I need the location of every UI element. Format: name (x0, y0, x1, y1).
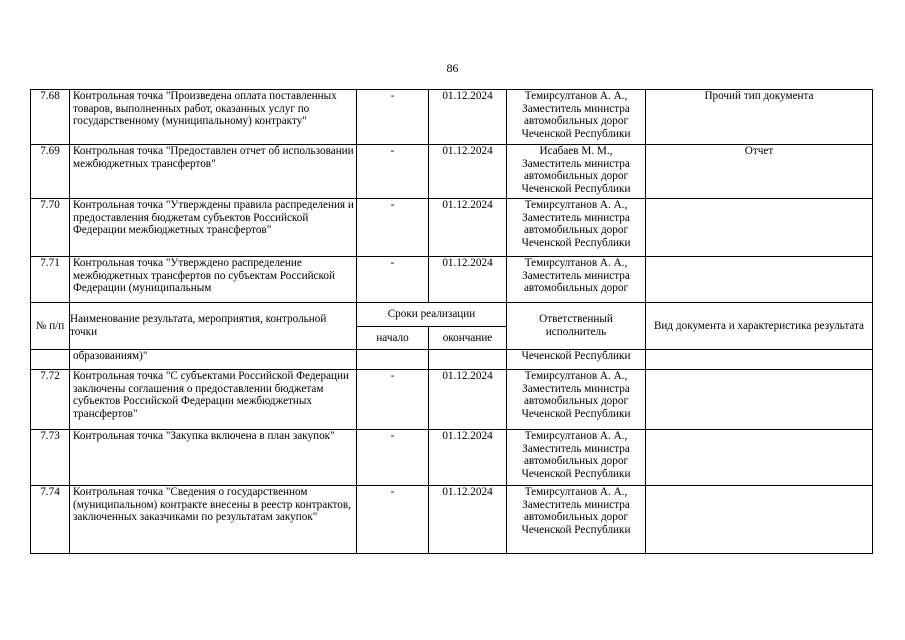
row-name: образованиям)" (70, 350, 357, 370)
row-name: Контрольная точка "Произведена оплата поставленных товаров, выполненных работ, оказанных услуг по государственному (муниципальному) контракту" (70, 90, 357, 145)
row-start: - (357, 370, 429, 430)
table-row (31, 486, 873, 554)
row-document: Прочий тип документа (646, 90, 873, 145)
table-row (31, 370, 873, 430)
row-start: - (357, 257, 429, 303)
table-row (31, 90, 873, 145)
row-responsible: Темирсултанов А. А., Заместитель министра автомобильных дорог Чеченской Республики (507, 370, 646, 430)
header-end: окончание (429, 327, 507, 350)
row-name: Контрольная точка "Утверждены правила распределения и предоставления бюджетам субъектов Российской Федерации межбюджетных трансфертов" (70, 199, 357, 257)
table-row (31, 430, 873, 486)
row-number: 7.73 (31, 430, 70, 486)
header-number: № п/п (31, 303, 70, 350)
row-document (646, 486, 873, 554)
row-start: - (357, 199, 429, 257)
table-row (31, 199, 873, 257)
row-end: 01.12.2024 (429, 199, 507, 257)
row-responsible: Чеченской Республики (507, 350, 646, 370)
row-number: 7.69 (31, 145, 70, 199)
row-start: - (357, 486, 429, 554)
row-end: 01.12.2024 (429, 486, 507, 554)
row-document (646, 257, 873, 303)
row-start (357, 350, 429, 370)
row-number: 7.74 (31, 486, 70, 554)
row-number (31, 350, 70, 370)
row-start: - (357, 145, 429, 199)
row-name: Контрольная точка "Закупка включена в план закупок" (70, 430, 357, 486)
row-name: Контрольная точка "Утверждено распределение межбюджетных трансфертов по субъектам Российской Федерации (муниципальным (70, 257, 357, 303)
row-name: Контрольная точка "С субъектами Российской Федерации заключены соглашения о предоставлении бюджетам субъектов Российской Федерации межбюджетных трансфертов" (70, 370, 357, 430)
row-end: 01.12.2024 (429, 145, 507, 199)
header-terms: Сроки реализации (357, 303, 507, 327)
table-row (31, 145, 873, 199)
row-number: 7.70 (31, 199, 70, 257)
row-responsible: Темирсултанов А. А., Заместитель министра автомобильных дорог Чеченской Республики (507, 486, 646, 554)
header-start: начало (357, 327, 429, 350)
row-responsible: Темирсултанов А. А., Заместитель министра автомобильных дорог (507, 257, 646, 303)
row-number: 7.72 (31, 370, 70, 430)
row-responsible: Темирсултанов А. А., Заместитель министра автомобильных дорог Чеченской Республики (507, 199, 646, 257)
table-row (31, 257, 873, 303)
header-document: Вид документа и характеристика результата (646, 303, 873, 350)
header-name: Наименование результата, мероприятия, контрольной точки (70, 303, 357, 350)
table-header-row (31, 303, 873, 327)
header-responsible: Ответственный исполнитель (507, 303, 646, 350)
row-name: Контрольная точка "Сведения о государственном (муниципальном) контракте внесены в реестр контрактов, заключенных заказчиками по результатам закупок" (70, 486, 357, 554)
row-start: - (357, 430, 429, 486)
row-document (646, 199, 873, 257)
row-number: 7.71 (31, 257, 70, 303)
row-start: - (357, 90, 429, 145)
row-end: 01.12.2024 (429, 90, 507, 145)
row-responsible: Темирсултанов А. А., Заместитель министра автомобильных дорог Чеченской Республики (507, 430, 646, 486)
row-document (646, 350, 873, 370)
row-document (646, 430, 873, 486)
row-end: 01.12.2024 (429, 430, 507, 486)
table-row-continuation (31, 350, 873, 370)
row-document (646, 370, 873, 430)
row-responsible: Исабаев М. М., Заместитель министра автомобильных дорог Чеченской Республики (507, 145, 646, 199)
row-end (429, 350, 507, 370)
page-number: 86 (446, 61, 459, 75)
plan-table (30, 89, 873, 554)
row-document: Отчет (646, 145, 873, 199)
row-responsible: Темирсултанов А. А., Заместитель министра автомобильных дорог Чеченской Республики (507, 90, 646, 145)
row-end: 01.12.2024 (429, 257, 507, 303)
row-number: 7.68 (31, 90, 70, 145)
row-end: 01.12.2024 (429, 370, 507, 430)
row-name: Контрольная точка "Предоставлен отчет об использовании межбюджетных трансфертов" (70, 145, 357, 199)
